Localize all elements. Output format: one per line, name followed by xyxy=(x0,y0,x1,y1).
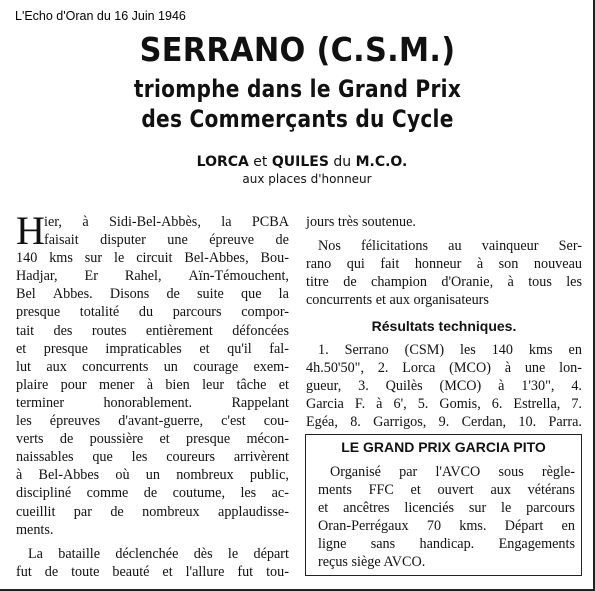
text-line: Nos félicitations au vainqueur Ser- xyxy=(318,238,582,255)
subhead-name-1: LORCA xyxy=(196,154,249,170)
text-line: ments FFC et ouvert aux vétérans xyxy=(318,482,575,499)
text-line: titre de champion d'Oranie, à tous les xyxy=(306,274,582,291)
text-line: Egéa, 8. Garrigos, 9. Cerdan, 10. Parra. xyxy=(306,413,582,430)
text-line: Garcia F. à 6', 5. Gomis, 6. Estrella, 7. xyxy=(306,395,582,412)
text-line: discipliné comme de coutume, les ac- xyxy=(16,485,289,502)
text-line: cueillit par de nombreux applaudisse- xyxy=(16,503,289,520)
subhead-join-1: et xyxy=(248,154,272,170)
text-line: fut de toute beauté et l'allure fut tou- xyxy=(16,563,289,580)
text-line: et ancêtres licenciés sur le parcours xyxy=(318,500,575,517)
text-line: 140 kms sur le circuit Bel-Abbes, Bou- xyxy=(16,250,289,267)
subheadline xyxy=(182,154,422,170)
headline-line-2: triomphe dans le Grand Prix xyxy=(133,75,462,103)
text-line: presque totalité du parcours compor- xyxy=(16,304,289,321)
text-line: ments. xyxy=(16,521,54,538)
text-line: 1. Serrano (CSM) les 140 kms en xyxy=(318,341,582,358)
text-line: La bataille déclenchée dès le départ xyxy=(28,545,289,562)
headline-main: SERRANO (C.S.M.) xyxy=(139,30,456,69)
text-line: Hadjar, Er Rahel, Aïn-Témouchent, xyxy=(16,268,289,285)
box-title: LE GRAND PRIX GARCIA PITO xyxy=(341,439,546,455)
text-line: tait des routes entièrement défoncées xyxy=(16,322,289,339)
text-line: verts de poussière et presque mécon- xyxy=(16,431,289,448)
subhead-name-2: QUILES xyxy=(271,154,329,170)
text-line: lut aux concurrents un courage exem- xyxy=(16,358,289,375)
headline-line-3: des Commerçants du Cycle xyxy=(141,105,454,133)
text-line: les épreuves d'avant-guerre, c'est cou- xyxy=(16,413,289,430)
text-line: et presque impraticables et qu'il fal- xyxy=(16,340,289,357)
text-line: jours très soutenue. xyxy=(306,214,416,230)
sidebar-box xyxy=(305,434,582,576)
text-line: à Bel-Abbes où un nombreux public, xyxy=(16,467,289,484)
drop-cap: H xyxy=(16,208,45,253)
text-line: plaire pour mener à bien leur tâche et xyxy=(16,376,289,393)
text-line: ier, à Sidi-Bel-Abbès, la PCBA xyxy=(44,214,289,230)
text-line: terminer honorablement. Rappelant xyxy=(16,394,289,411)
text-line: ligne sans handicap. Engagements xyxy=(318,536,575,553)
article-column-left xyxy=(16,208,289,581)
subhead-club: M.C.O. xyxy=(355,154,408,170)
text-line: Organisé par l'AVCO sous règle- xyxy=(330,464,575,480)
text-line: rano qui fait honneur à son nouveau xyxy=(306,256,582,273)
results-title: Résultats techniques. xyxy=(371,318,517,335)
text-line: Bel Abbes. Disons de suite que la xyxy=(16,286,289,303)
text-line: naissables que les coureurs arrivèrent xyxy=(16,449,289,466)
box-body xyxy=(318,463,575,572)
text-line: concurrents et aux organisateurs xyxy=(306,292,489,309)
subhead-join-2: du xyxy=(328,154,356,170)
text-line: gueur, 3. Quilès (MCO) à 1'30", 4. xyxy=(306,377,582,394)
text-line: Oran-Perrégaux 70 kms. Départ en xyxy=(318,518,575,535)
subheadline-2: aux places d'honneur xyxy=(242,172,372,186)
paragraph-2 xyxy=(16,545,289,581)
article-column-right xyxy=(306,213,582,431)
text-line: 4h.50'50", 2. Lorca (MCO) à une lon- xyxy=(306,359,582,376)
text-line: reçus siège AVCO. xyxy=(318,554,426,571)
text-line: faisait disputer une épreuve de xyxy=(44,232,289,249)
source-caption: L'Echo d'Oran du 16 Juin 1946 xyxy=(15,9,186,23)
